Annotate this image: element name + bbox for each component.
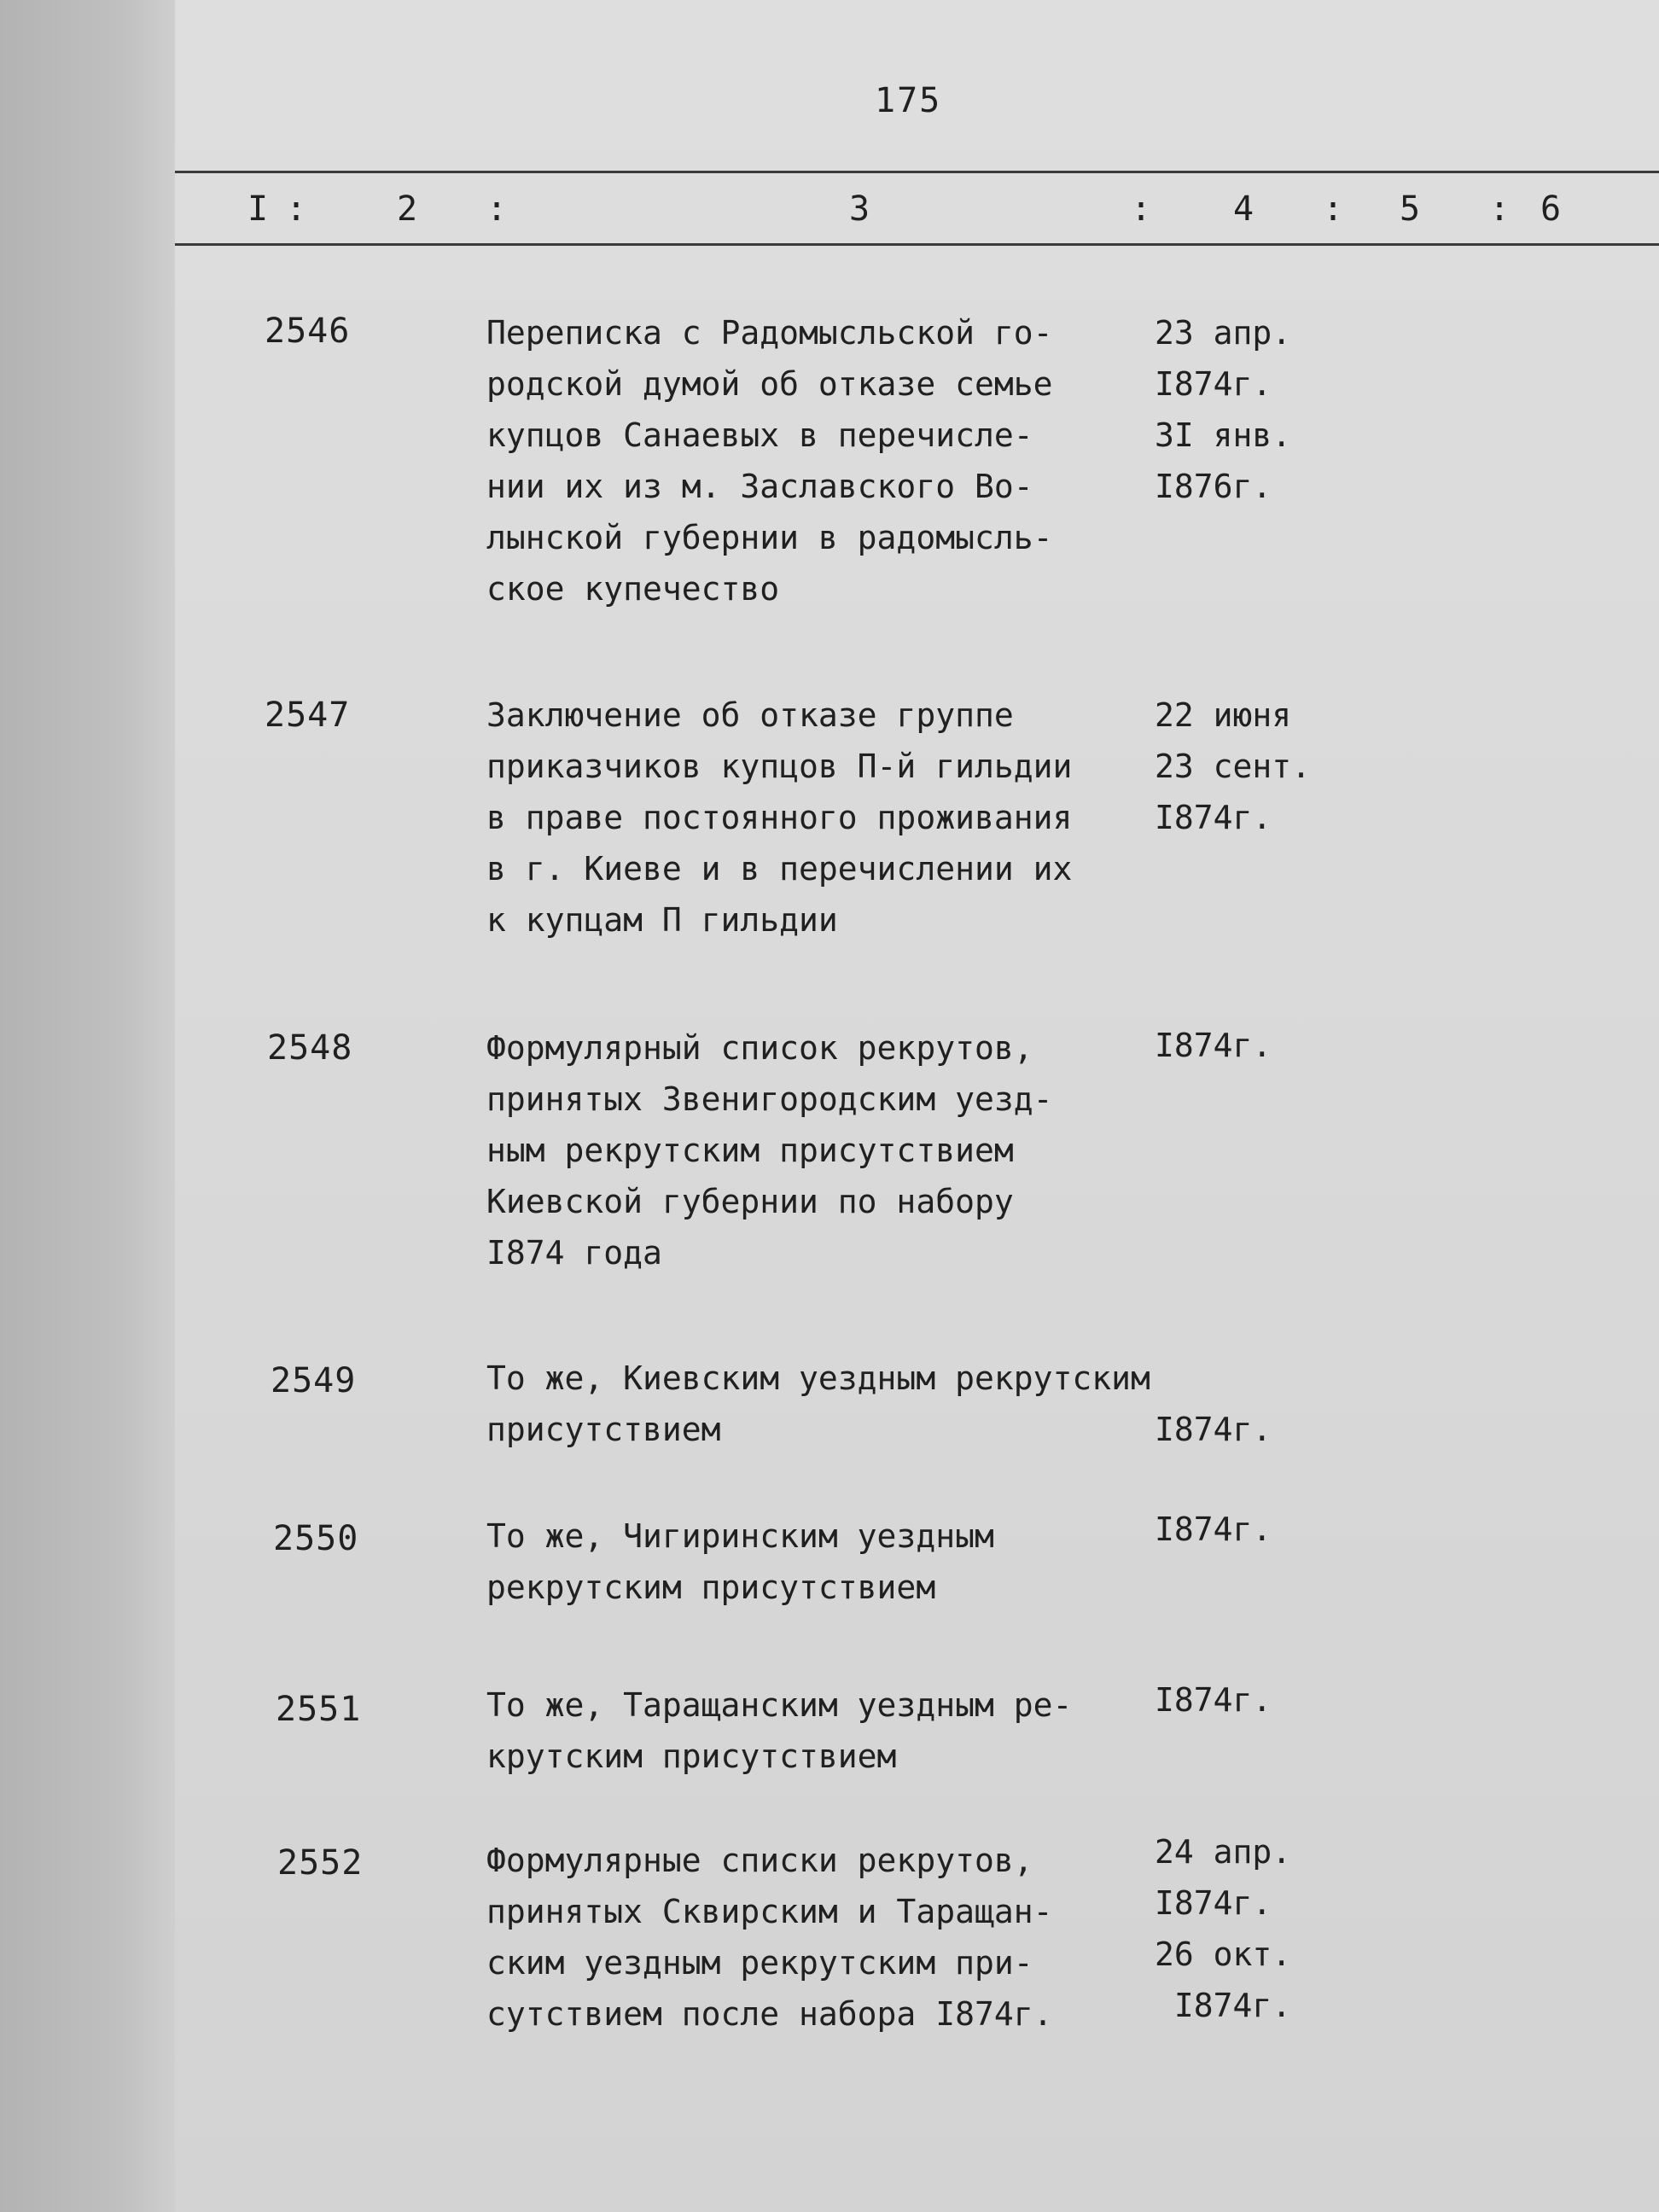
entry-dates: 22 июня 23 сент. I874г. bbox=[1155, 696, 1312, 836]
entry-number: 2550 bbox=[273, 1519, 359, 1558]
column-header-6: 6 bbox=[1540, 189, 1562, 229]
entry-description: То же, Киевским уездным рекрутским присутствием bbox=[486, 1359, 1150, 1448]
entry-description: То же, Таращанским уездным ре- крутским присутствием bbox=[486, 1686, 1073, 1775]
entry-dates: I874г. bbox=[1155, 1681, 1272, 1719]
column-separator: : bbox=[1489, 189, 1511, 229]
column-separator: : bbox=[486, 189, 508, 229]
entry-dates: I874г. bbox=[1155, 1511, 1272, 1548]
entry-number: 2549 bbox=[271, 1361, 357, 1400]
entry-dates: 24 апр. I874г. 26 окт. I874г. bbox=[1155, 1833, 1292, 2024]
table-header-rule bbox=[175, 243, 1659, 246]
column-header-4: 4 bbox=[1233, 189, 1254, 229]
entry-description: Переписка с Радомысльской го- родской думой об отказе семье купцов Санаевых в перечисле- нии их из м. Заславского Во- лынской губернии в радомысль- ское купечество bbox=[486, 314, 1053, 608]
column-separator: : bbox=[286, 189, 307, 229]
entry-description: То же, Чигиринским уездным рекрутским присутствием bbox=[486, 1517, 994, 1606]
column-header-3: 3 bbox=[849, 189, 870, 229]
entry-description: Заключение об отказе группе приказчиков купцов П-й гильдии в праве постоянного проживания в г. Киеве и в перечислении их к купцам П гильдии bbox=[486, 696, 1073, 939]
page-number: 175 bbox=[875, 81, 942, 120]
column-header-1: I bbox=[247, 189, 269, 229]
entry-dates: I874г. bbox=[1155, 1027, 1272, 1064]
column-separator: : bbox=[1131, 189, 1152, 229]
entry-dates: 23 апр. I874г. 3I янв. I876г. bbox=[1155, 314, 1292, 505]
entry-number: 2547 bbox=[265, 696, 351, 735]
entry-number: 2546 bbox=[265, 311, 351, 351]
column-header-2: 2 bbox=[397, 189, 418, 229]
column-separator: : bbox=[1323, 189, 1344, 229]
column-header-5: 5 bbox=[1400, 189, 1421, 229]
entry-description: Формулярный список рекрутов, принятых Звенигородским уезд- ным рекрутским присутствием Киевской губернии по набору I874 года bbox=[486, 1029, 1053, 1272]
table-top-rule bbox=[175, 171, 1659, 173]
entry-number: 2548 bbox=[267, 1028, 353, 1068]
entry-description: Формулярные списки рекрутов, принятых Сквирским и Таращан- ским уездным рекрутским при- сутствием после набора I874г. bbox=[486, 1842, 1053, 2033]
entry-dates: I874г. bbox=[1155, 1411, 1272, 1448]
entry-number: 2551 bbox=[276, 1690, 362, 1729]
adjacent-page-edge bbox=[0, 0, 177, 2212]
document-page bbox=[175, 0, 1659, 2212]
entry-number: 2552 bbox=[277, 1843, 364, 1883]
